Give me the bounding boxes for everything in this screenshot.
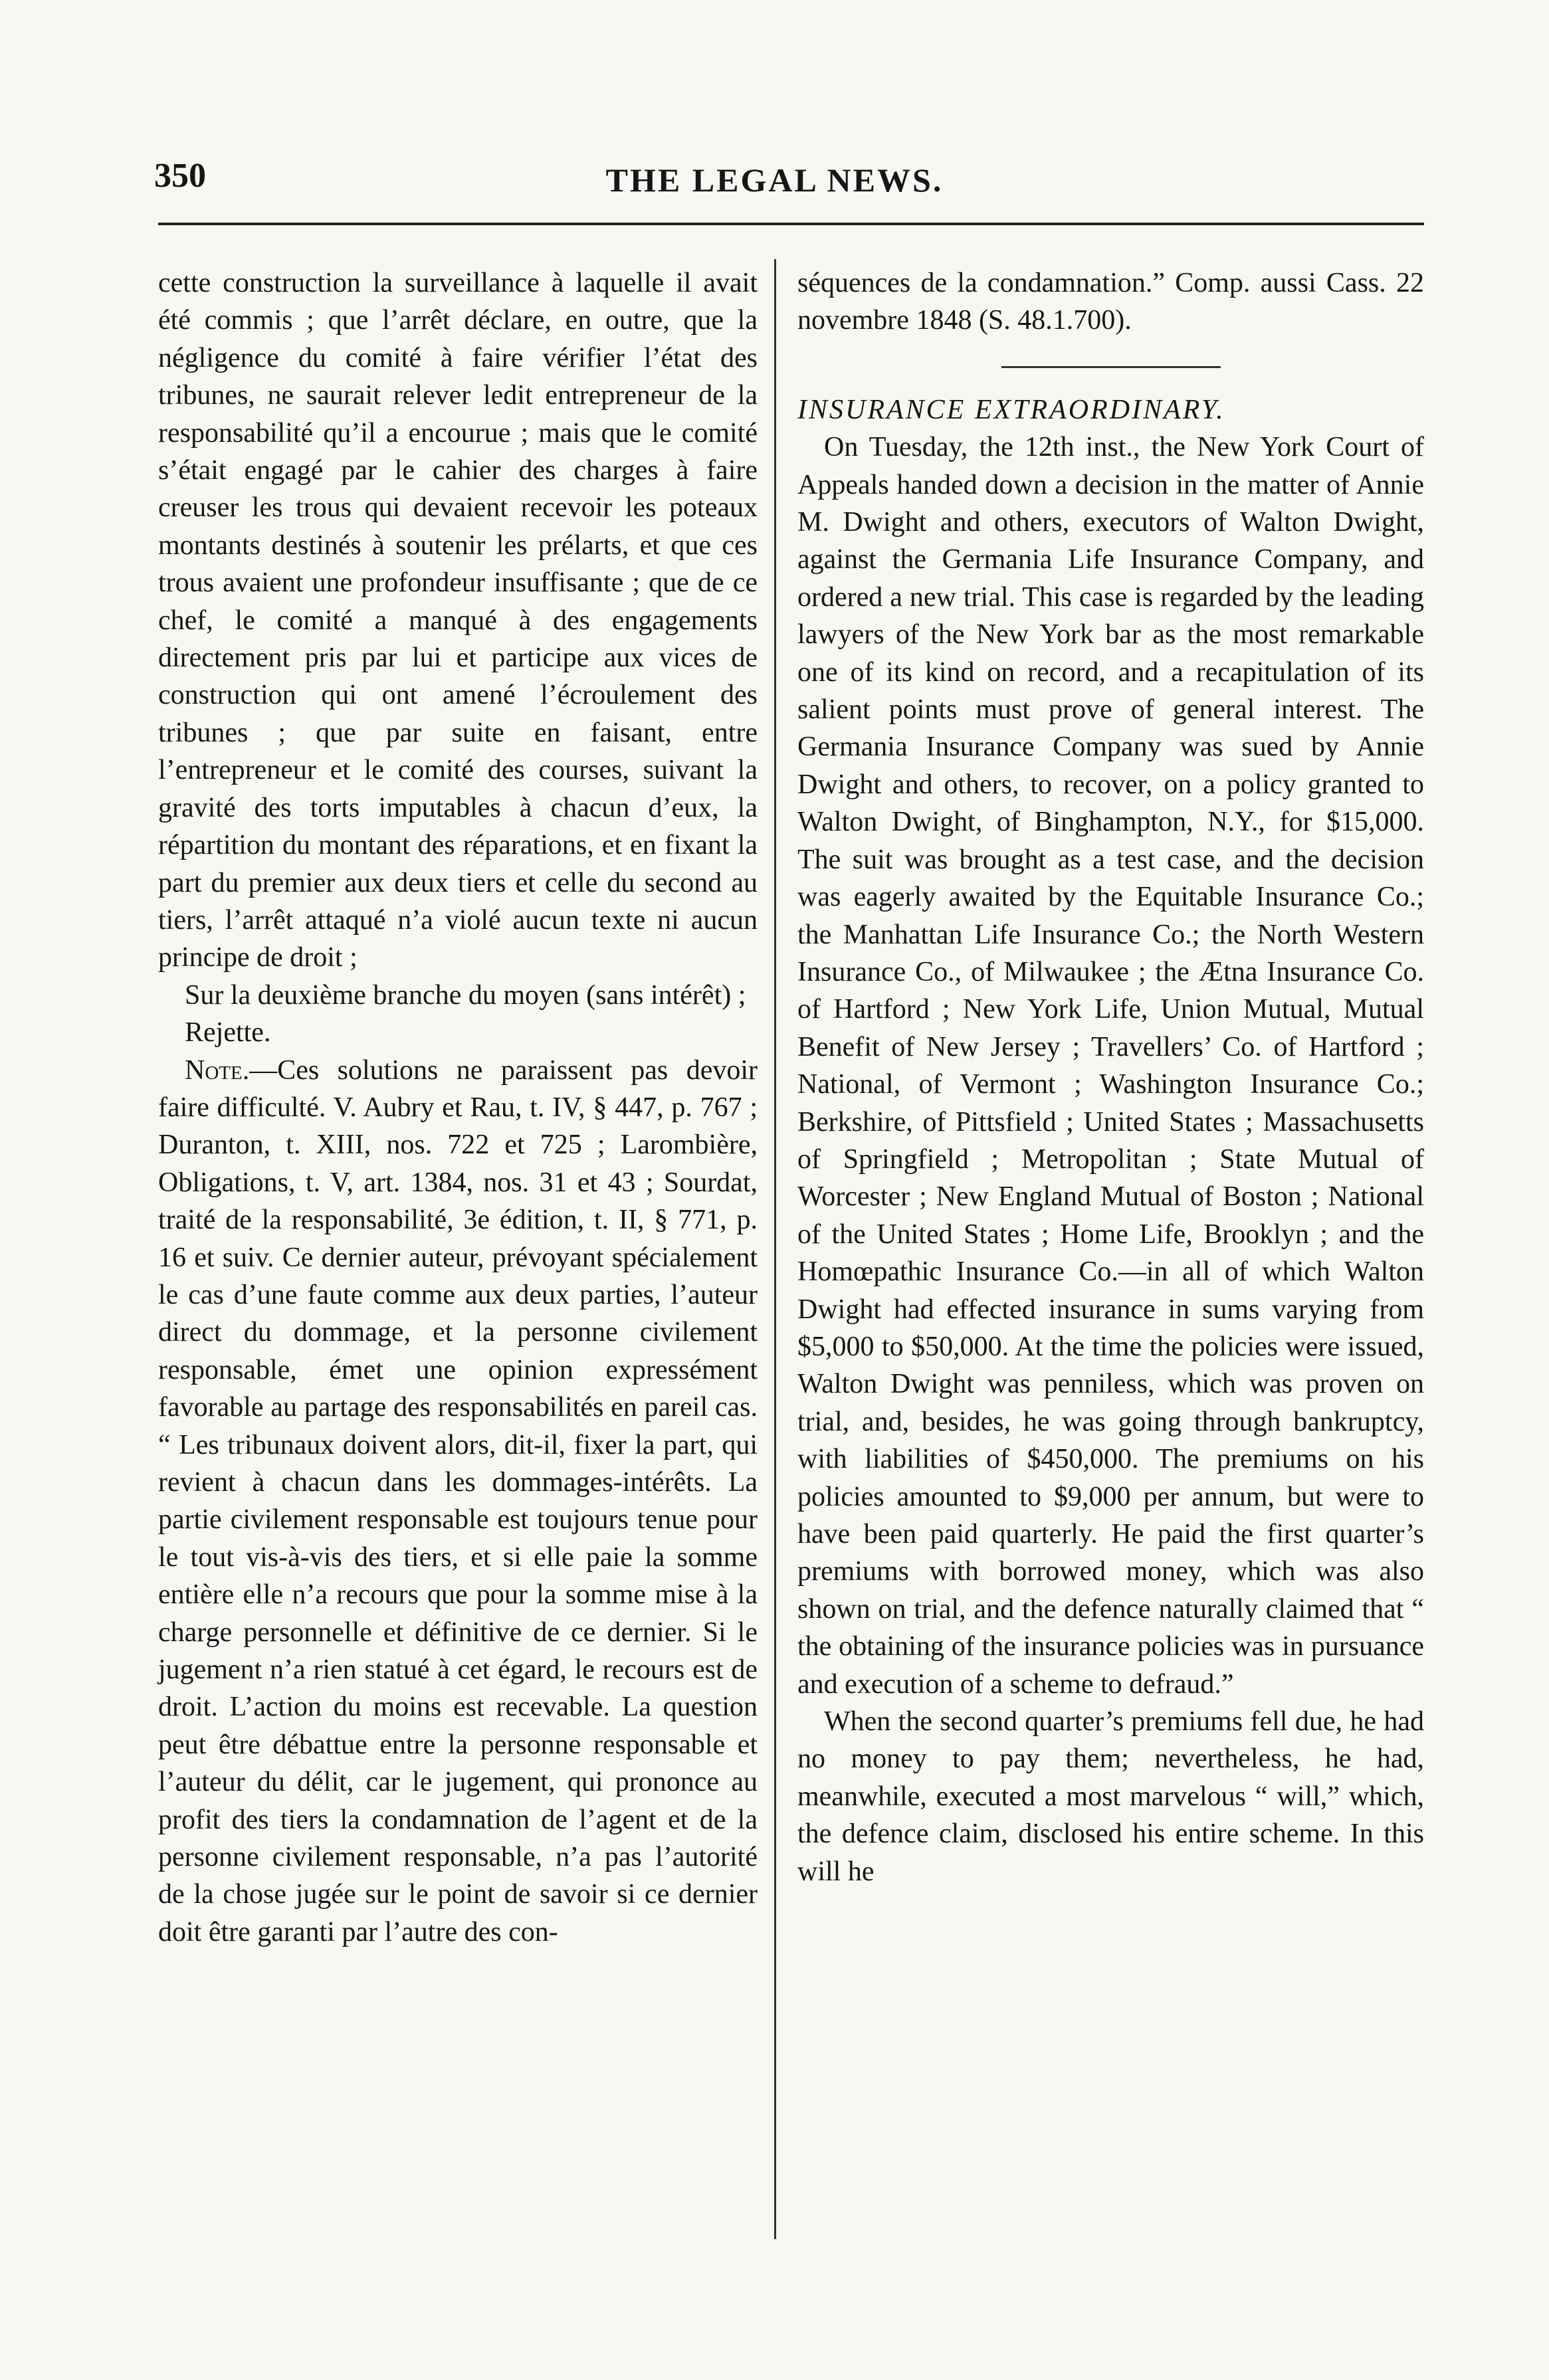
right-paragraph-2: On Tuesday, the 12th inst., the New York Court of Appeals handed down a decision in the matter of Annie M. Dwight and others, executors of Walton Dwight, against the Germania Life Insurance Company, and ordered a new trial. This case is regarded by the leading lawyers of the New York bar as the most remarkable one of its kind on record, and a recapitulation of its salient points must prove of general interest. The Germania Insurance Company was sued by Annie Dwight and others, to recover, on a policy granted to Walton Dwight, of Binghampton, N.Y., for $15,000. The suit was brought as a test case, and the decision was eagerly awaited by the Equitable Insurance Co.; the Manhattan Life Insurance Co.; the North Western Insurance Co., of Milwaukee ; the Ætna Insurance Co. of Hartford ; New York Life, Union Mutual, Mutual Benefit of New Jersey ; Travellers’ Co. of Hartford ; National, of Vermont ; Washington Insurance Co.; Berkshire, of Pittsfield ; United States ; Massachusetts of Springfield ; Metropolitan ; State Mutual of Worcester ; New England Mutual of Boston ; National of the United States ; Home Life, Brooklyn ; and the Homœpathic Insurance Co.—in all of which Walton Dwight had effected insurance in sums varying from $5,000 to $50,000. At the time the policies were issued, Walton Dwight was penniless, which was proven on trial, and, besides, he was going through bankruptcy, with liabilities of $450,000. The premiums on his policies amounted to $9,000 per annum, but were to have been paid quarterly. He paid the first quarter’s premiums with borrowed money, which was also shown on trial, and the defence naturally claimed that “ the obtaining of the insurance policies was in pursuance and execution of a scheme to defraud.” xyxy=(797,432,1424,1700)
left-column xyxy=(158,264,758,1951)
page-number: 350 xyxy=(154,157,206,195)
header-rule xyxy=(158,223,1424,225)
right-paragraph-1: séquences de la condamnation.” Comp. aussi Cass. 22 novembre 1848 (S. 48.1.700). xyxy=(797,268,1424,336)
section-title: INSURANCE EXTRAORDINARY. xyxy=(797,394,1225,425)
note-label: Note. xyxy=(185,1054,250,1086)
left-paragraph-1: cette construction la surveillance à laquelle il avait été commis ; que l’arrêt déclare, en outre, que la négligence du comité à faire vérifier l’état des tribunes, ne saurait relever ledit entrepreneur de la responsabilité qu’il a encourue ; mais que le comité s’était engagé par le cahier des charges à faire creuser les trous qui devaient recevoir les poteaux montants destinés à soutenir les prélarts, et que ces trous avaient une profondeur insuffisante ; que de ce chef, le comité a manqué à des engagements directement pris par lui et participe aux vices de construction qui ont amené l’écroulement des tribunes ; que par suite en faisant, entre l’entrepreneur et le comité des courses, suivant la gravité des torts imputables à chacun d’eux, la répartition du montant des réparations, et en fixant la part du premier aux deux tiers et celle du second au tiers, l’arrêt attaqué n’a violé aucun texte ni aucun principe de droit ; xyxy=(158,268,758,973)
note-text: —Ces solutions ne paraissent pas devoir faire difficulté. V. Aubry et Rau, t. IV, § 447, p. 767 ; Duranton, t. XIII, nos. 722 et 725 ; Larombière, Obligations, t. V, art. 1384, nos. 31 et 43 ; Sourdat, traité de la responsabilité, 3e édition, t. II, § 771, p. 16 et suiv. Ce dernier auteur, prévoyant spécialement le cas d’une faute comme aux deux parties, l’auteur direct du dommage, et la personne civilement responsable, émet une opinion expressément favorable au partage des responsabilités en pareil cas. “ Les tribunaux doivent alors, dit-il, fixer la part, qui revient à chacun dans les dommages-intérêts. La partie civilement responsable est toujours tenue pour le tout vis-à-vis des tiers, et si elle paie la somme entière elle n’a recours que pour la somme mise à la charge personnelle et définitive de ce dernier. Si le jugement n’a rien statué à cet égard, le recours est de droit. L’action du moins est recevable. La question peut être débattue entre la personne responsable et l’auteur du délit, car le jugement, qui prononce au profit des tiers la condamnation de l’agent et de la personne civilement responsable, n’a pas l’autorité de la chose jugée sur le point de savoir si ce dernier doit être garanti par l’autre des con- xyxy=(158,1054,758,1947)
running-title: THE LEGAL NEWS. xyxy=(605,161,944,199)
column-divider xyxy=(774,259,776,2239)
left-paragraph-2: Sur la deuxième branche du moyen (sans intérêt) ; xyxy=(185,979,746,1011)
right-column xyxy=(797,264,1424,1890)
right-paragraph-3: When the second quarter’s premiums fell due, he had no money to pay them; nevertheless, he had, meanwhile, executed a most marvelous “ will,” which, the defence claim, disclosed his entire scheme. In this will he xyxy=(797,1706,1424,1887)
left-paragraph-3: Rejette. xyxy=(185,1017,271,1048)
section-rule xyxy=(1001,366,1221,368)
note-paragraph xyxy=(158,1052,758,1951)
